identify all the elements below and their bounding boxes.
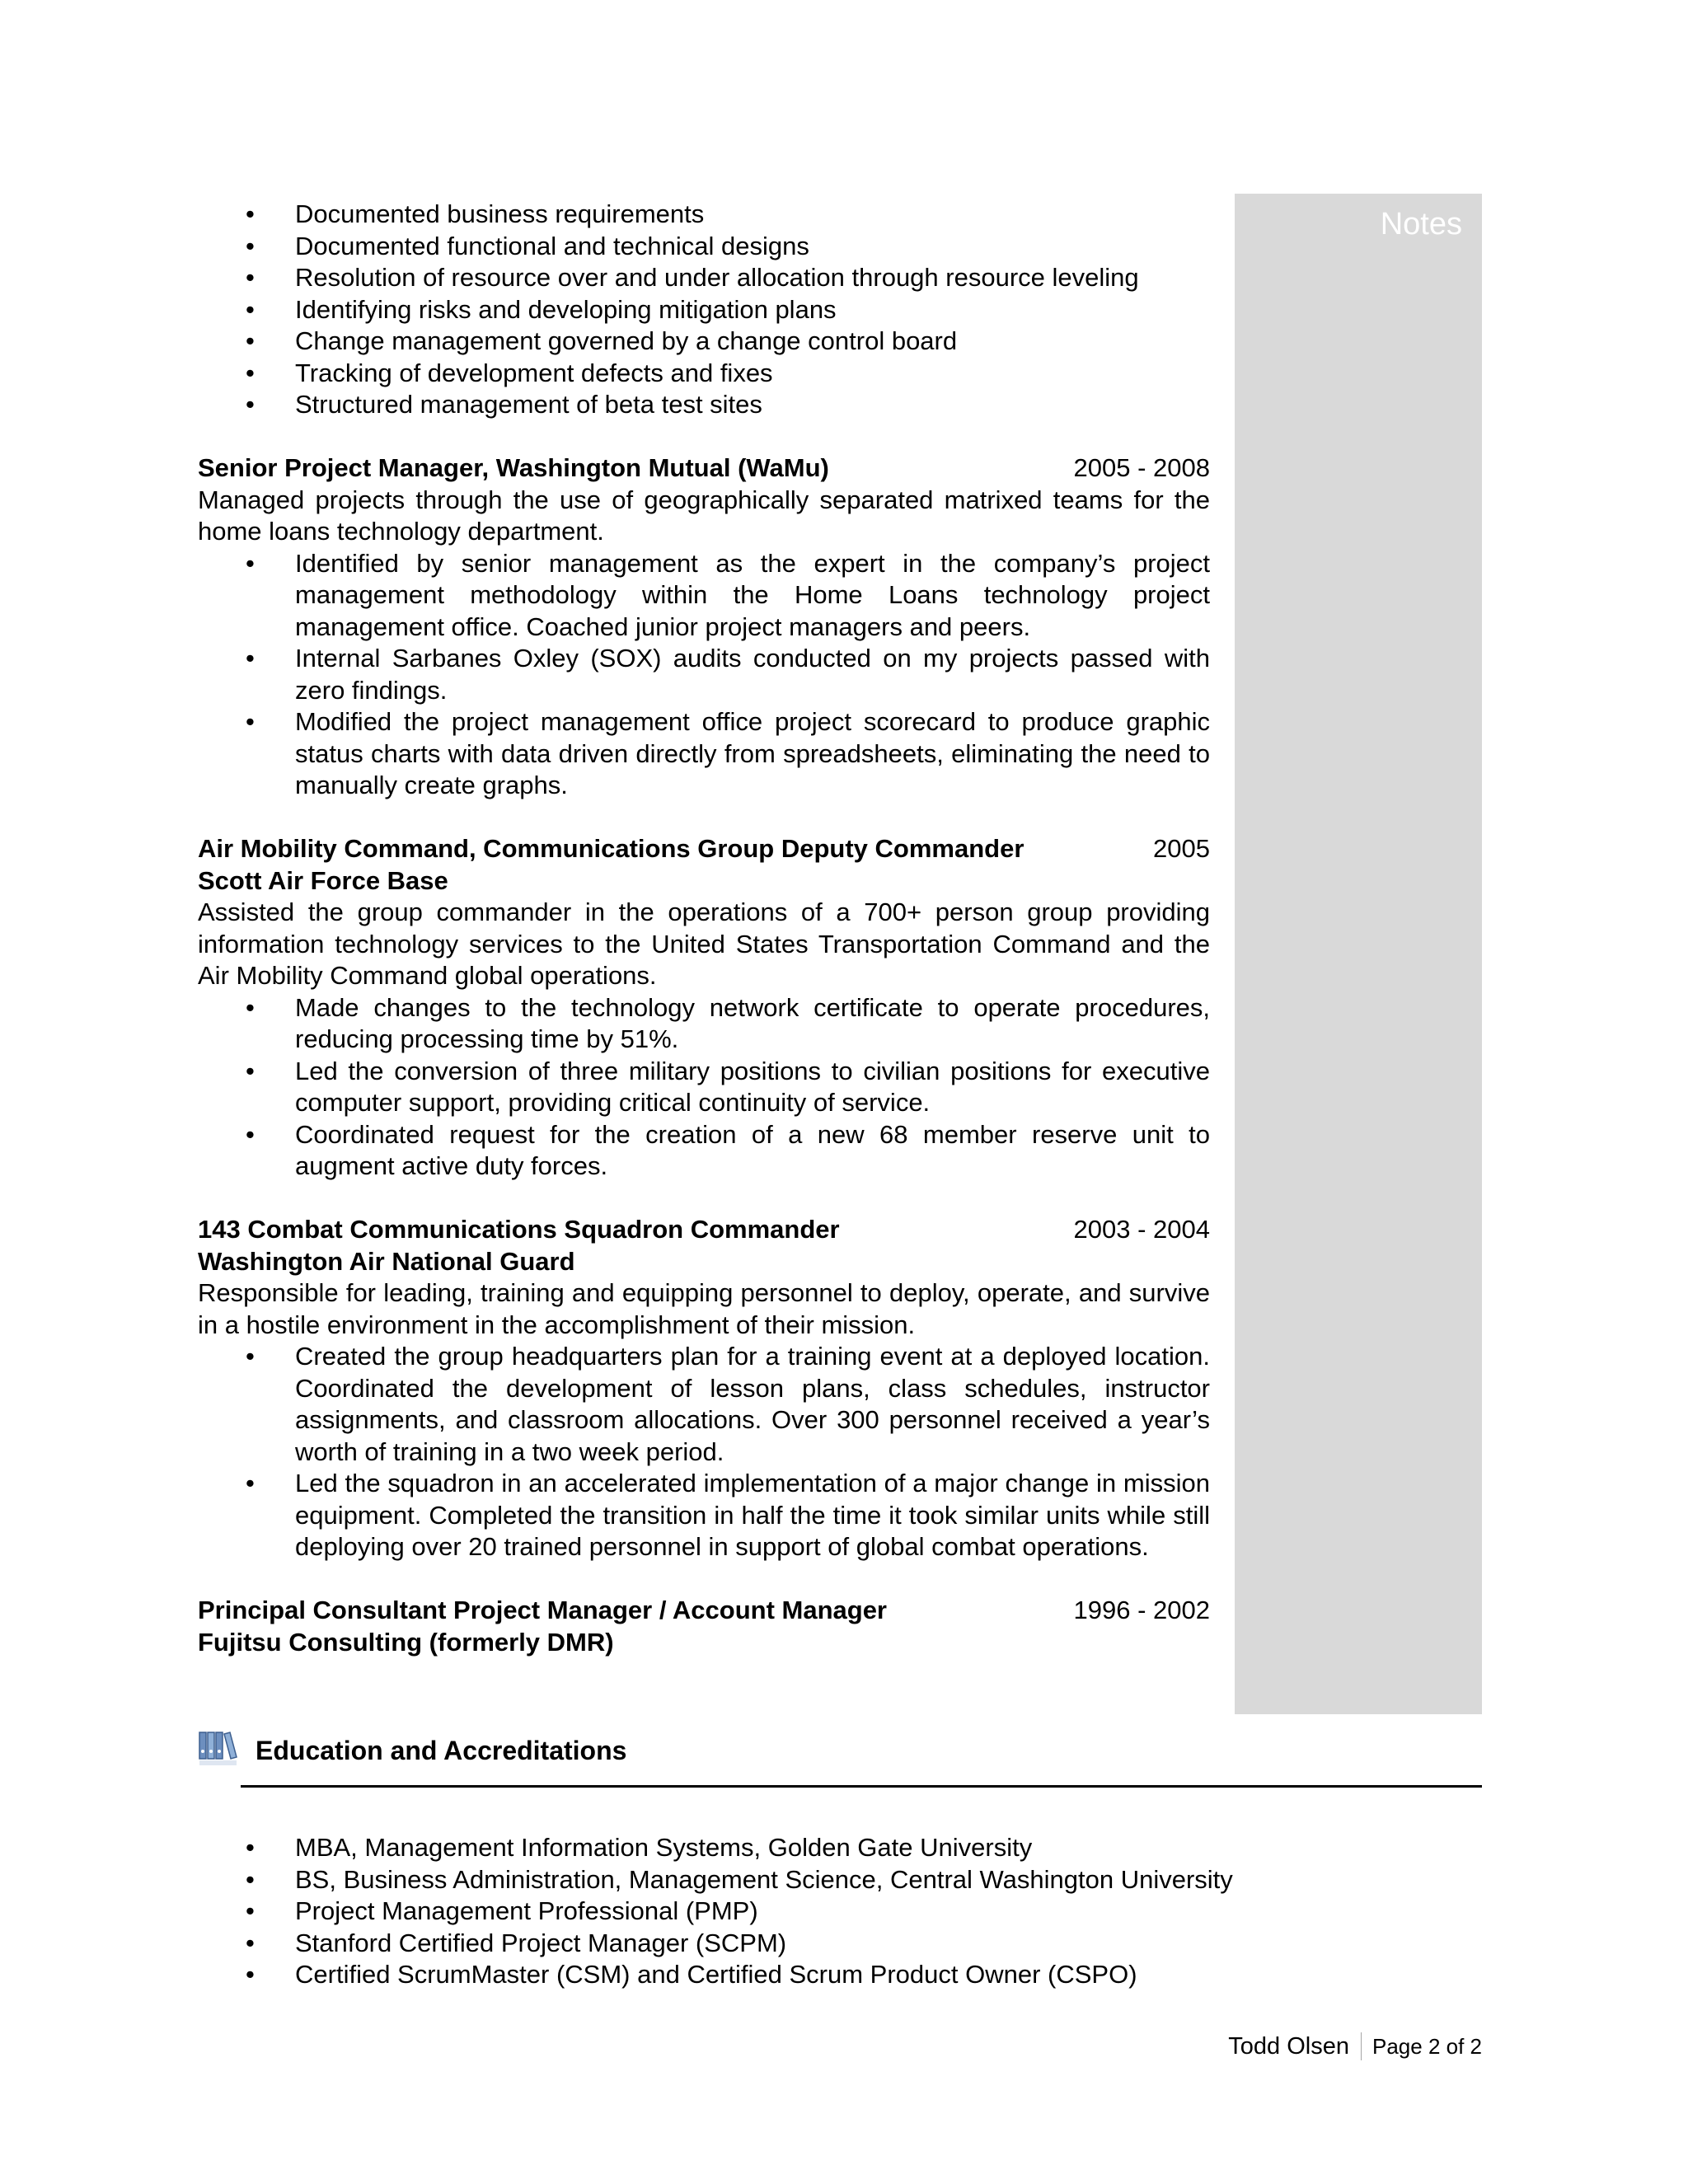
education-item: • BS, Business Administration, Management Science, Central Washington University bbox=[295, 1864, 1352, 1896]
bullet-item: • Modified the project management office project scorecard to produce graphic status charts with data driven directly from spreadsheets, eliminating the need to manually create graphs. bbox=[295, 706, 1210, 802]
bullet-item: • Internal Sarbanes Oxley (SOX) audits conducted on my projects passed with zero findings. bbox=[295, 643, 1210, 706]
education-item: • MBA, Management Information Systems, Golden Gate University bbox=[295, 1832, 1352, 1864]
bullet-item: • Change management governed by a change control board bbox=[295, 326, 1210, 358]
job-dates: 1996 - 2002 bbox=[1073, 1596, 1210, 1624]
page-number: Page 2 of 2 bbox=[1372, 2034, 1482, 2059]
job-heading bbox=[198, 452, 1210, 485]
footer-author-name: Todd Olsen bbox=[1228, 2033, 1349, 2060]
job-dates: 2003 - 2004 bbox=[1073, 1215, 1210, 1244]
education-list bbox=[198, 1832, 1352, 1991]
binders-icon bbox=[198, 1731, 241, 1770]
job-entry-air-mobility bbox=[198, 833, 1210, 1183]
job-description: Assisted the group commander in the operations of a 700+ person group providing information technology services to the United States Transportation Command and the Air Mobility Command global operations. bbox=[198, 898, 1210, 990]
job-dates: 2005 bbox=[1153, 834, 1210, 863]
education-item: • Certified ScrumMaster (CSM) and Certified Scrum Product Owner (CSPO) bbox=[295, 1959, 1352, 1991]
bullet-item: • Resolution of resource over and under allocation through resource leveling bbox=[295, 262, 1210, 294]
section-divider bbox=[241, 1785, 1482, 1788]
job-dates: 2005 - 2008 bbox=[1073, 453, 1210, 482]
footer-divider bbox=[1361, 2032, 1362, 2060]
job-heading bbox=[198, 1214, 1210, 1246]
job-heading bbox=[198, 833, 1210, 865]
job-title: Air Mobility Command, Communications Group Deputy Commander bbox=[198, 834, 1025, 863]
bullet-item: • Documented functional and technical designs bbox=[295, 231, 1210, 263]
job-title: Senior Project Manager, Washington Mutual (WaMu) bbox=[198, 453, 829, 482]
job-bullet-list bbox=[198, 548, 1210, 802]
job-bullet-list bbox=[198, 1341, 1210, 1563]
bullet-item: • Led the squadron in an accelerated implementation of a major change in mission equipment. Completed the transition in half the time it took similar units while still deploying over 20 trained personnel in support of global combat operations. bbox=[295, 1468, 1210, 1563]
job-title: Principal Consultant Project Manager / Account Manager bbox=[198, 1596, 888, 1624]
page-footer bbox=[1228, 2031, 1482, 2063]
job-organization: Fujitsu Consulting (formerly DMR) bbox=[198, 1627, 614, 1657]
bullet-item: • Made changes to the technology network certificate to operate procedures, reducing processing time by 51%. bbox=[295, 992, 1210, 1056]
intro-bullet-list bbox=[198, 199, 1210, 421]
job-description: Responsible for leading, training and equipping personnel to deploy, operate, and survive in a hostile environment in the accomplishment of their mission. bbox=[198, 1278, 1210, 1339]
job-bullet-list bbox=[198, 992, 1210, 1183]
job-entry-wamu bbox=[198, 452, 1210, 802]
experience-section bbox=[198, 199, 1210, 1658]
bullet-item: • Documented business requirements bbox=[295, 199, 1210, 231]
bullet-item: • Tracking of development defects and fixes bbox=[295, 358, 1210, 390]
notes-label: Notes bbox=[1380, 207, 1462, 241]
bullet-item: • Identified by senior management as the expert in the company’s project management methodology within the Home Loans technology project management office. Coached junior project managers and peers. bbox=[295, 548, 1210, 644]
bullet-item: • Identifying risks and developing mitigation plans bbox=[295, 294, 1210, 326]
bullet-item: • Created the group headquarters plan for a training event at a deployed location. Coordinated the development of lesson plans, class schedules, instructor assignments, and classroom allocations. Over 300 personnel received a year’s worth of training in a two week period. bbox=[295, 1341, 1210, 1468]
bullet-item: • Led the conversion of three military positions to civilian positions for executive computer support, providing critical continuity of service. bbox=[295, 1056, 1210, 1119]
job-organization: Washington Air National Guard bbox=[198, 1246, 575, 1276]
bullet-item: • Coordinated request for the creation of a new 68 member reserve unit to augment active duty forces. bbox=[295, 1119, 1210, 1183]
education-section-header bbox=[198, 1731, 1482, 1797]
bullet-item: • Structured management of beta test sites bbox=[295, 389, 1210, 421]
education-item: • Project Management Professional (PMP) bbox=[295, 1896, 1352, 1928]
section-title: Education and Accreditations bbox=[256, 1736, 627, 1765]
education-item: • Stanford Certified Project Manager (SCPM) bbox=[295, 1928, 1352, 1960]
job-organization: Scott Air Force Base bbox=[198, 865, 448, 895]
job-title: 143 Combat Communications Squadron Commander bbox=[198, 1215, 840, 1244]
education-bullet-list bbox=[198, 1832, 1352, 1991]
job-description: Managed projects through the use of geographically separated matrixed teams for the home loans technology department. bbox=[198, 485, 1210, 546]
notes-sidebar bbox=[1235, 194, 1482, 1714]
job-entry-143-combat bbox=[198, 1214, 1210, 1563]
job-entry-fujitsu bbox=[198, 1595, 1210, 1658]
job-heading bbox=[198, 1595, 1210, 1627]
